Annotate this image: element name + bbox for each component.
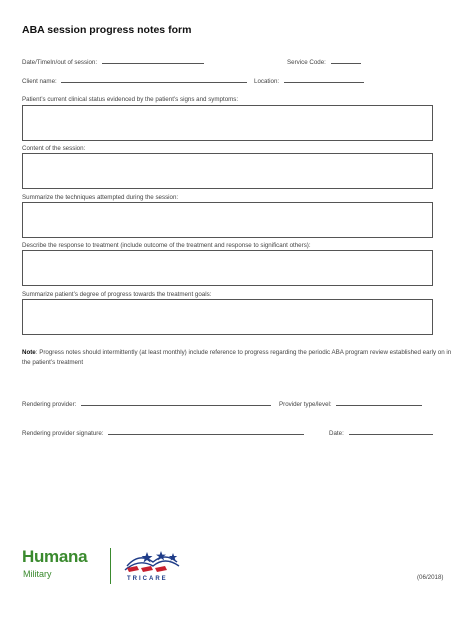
client-name-field[interactable] [61, 76, 247, 83]
section-label-session-content: Content of the session: [22, 145, 86, 152]
provider-type-label: Provider type/level: [279, 401, 332, 408]
note-heading: Note [22, 349, 36, 356]
date-field[interactable] [349, 428, 433, 435]
section-label-progress: Summarize patient’s degree of progress towards the treatment goals: [22, 291, 212, 298]
progress-note [22, 348, 452, 368]
provider-signature-row [22, 428, 304, 437]
logo-divider [110, 548, 111, 584]
techniques-box[interactable] [22, 202, 433, 238]
service-code-label: Service Code: [287, 59, 326, 66]
provider-type-row [279, 399, 422, 408]
clinical-status-box[interactable] [22, 105, 433, 141]
tricare-logo [117, 548, 187, 584]
humana-logo: Humana [22, 547, 88, 566]
service-code-field[interactable] [331, 57, 361, 64]
session-content-box[interactable] [22, 153, 433, 189]
form-title: ABA session progress notes form [22, 24, 192, 36]
progress-box[interactable] [22, 299, 433, 335]
provider-type-field[interactable] [336, 399, 422, 406]
section-label-response: Describe the response to treatment (include outcome of the treatment and response to significant others): [22, 242, 311, 249]
location-label: Location: [254, 78, 280, 85]
date-label: Date: [329, 430, 344, 437]
humana-logo-subtitle: Military [23, 569, 52, 579]
date-time-label: Date/TimeIn/out of session: [22, 59, 98, 66]
service-code-row [287, 57, 361, 66]
client-name-label: Client name: [22, 78, 57, 85]
location-field[interactable] [284, 76, 364, 83]
rendering-provider-label: Rendering provider: [22, 401, 77, 408]
note-text: : Progress notes should intermittently (at least monthly) include reference to progress regarding the periodic ABA program review established early on in the patient’s treatment [22, 349, 452, 366]
response-box[interactable] [22, 250, 433, 286]
tricare-wordmark: TRICARE [127, 576, 168, 582]
location-row [254, 76, 364, 85]
provider-signature-field[interactable] [108, 428, 304, 435]
rendering-provider-field[interactable] [81, 399, 271, 406]
section-label-clinical-status: Patient’s current clinical status evidenced by the patient’s signs and symptoms: [22, 96, 239, 103]
form-revision-date: (06/2018) [417, 574, 444, 581]
rendering-provider-row [22, 399, 271, 408]
date-time-field[interactable] [102, 57, 204, 64]
date-time-row [22, 57, 204, 66]
provider-signature-label: Rendering provider signature: [22, 430, 104, 437]
date-row [329, 428, 433, 437]
section-label-techniques: Summarize the techniques attempted during the session: [22, 194, 179, 201]
client-name-row [22, 76, 247, 85]
